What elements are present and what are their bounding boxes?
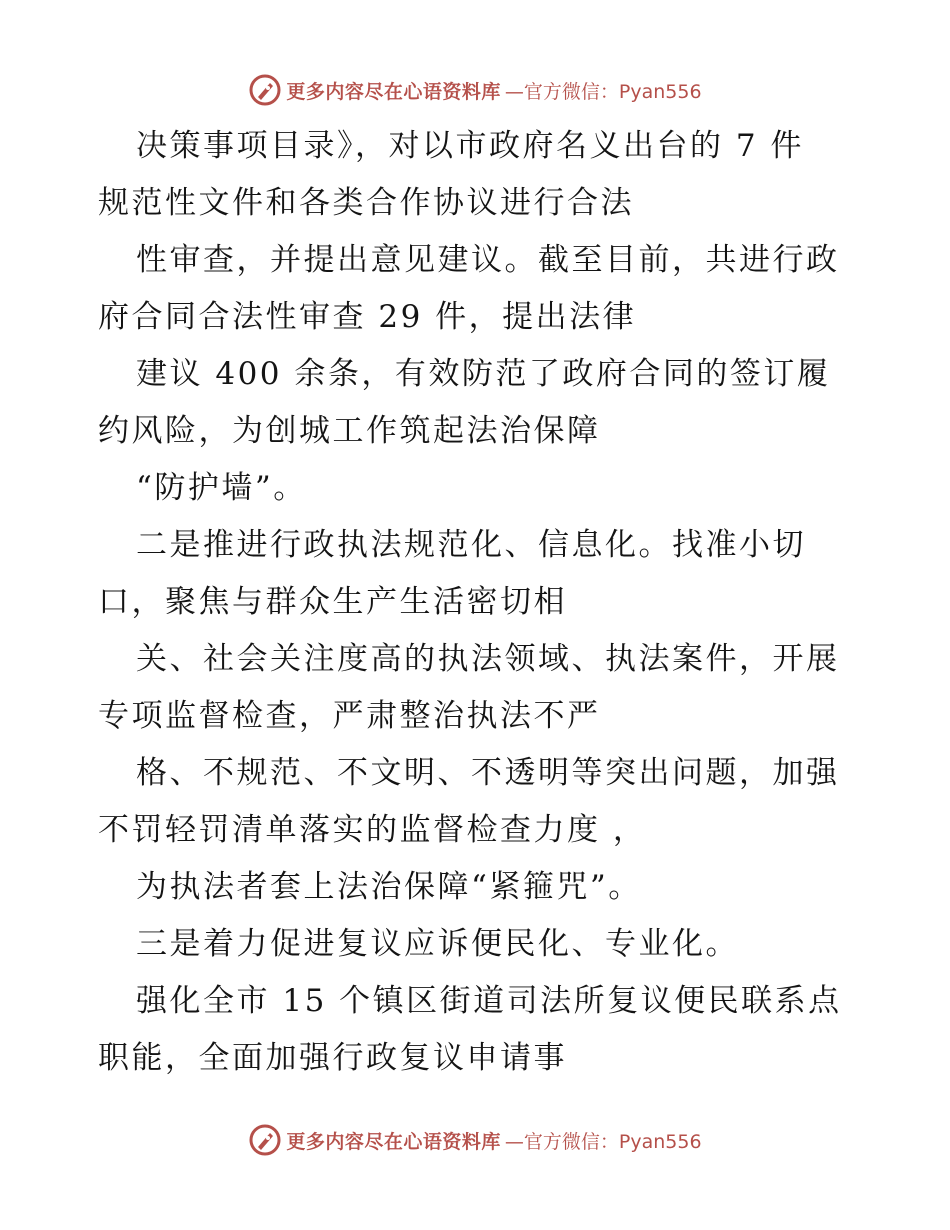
text-line-17: 职能，全面加强行政复议申请事 bbox=[98, 1040, 567, 1076]
text-line-6: 约风险，为创城工作筑起法治保障 bbox=[98, 413, 601, 449]
text-line-16: 强化全市 15 个镇区街道司法所复议便民联系点 bbox=[136, 983, 842, 1019]
text-line-4: 府合同合法性审查 29 件，提出法律 bbox=[98, 299, 637, 335]
text-line-9: 口，聚焦与群众生产生活密切相 bbox=[98, 584, 567, 620]
header-watermark bbox=[0, 70, 950, 110]
text-line-3: 性审查，并提出意见建议。截至目前，共进行政 bbox=[136, 242, 840, 278]
header-watermark-wechat: —官方微信：Pyan556 bbox=[504, 80, 702, 103]
text-line-10: 关、社会关注度高的执法领域、执法案件，开展 bbox=[136, 641, 840, 677]
text-line-15: 三是着力促进复议应诉便民化、专业化。 bbox=[136, 926, 739, 962]
text-line-12: 格、不规范、不文明、不透明等突出问题，加强 bbox=[136, 755, 840, 791]
text-line-1: 决策事项目录》，对以市政府名义出台的 7 件 bbox=[136, 128, 804, 164]
text-line-2: 规范性文件和各类合作协议进行合法 bbox=[98, 185, 634, 221]
document-body bbox=[98, 118, 858, 1087]
text-line-13: 不罚轻罚清单落实的监督检查力度 ， bbox=[98, 812, 647, 848]
text-line-8: 二是推进行政执法规范化、信息化。找准小切 bbox=[136, 527, 806, 563]
pen-nib-logo-icon bbox=[248, 73, 282, 107]
footer-watermark-text: 更多内容尽在心语资料库 bbox=[286, 1130, 501, 1153]
text-line-14: 为执法者套上法治保障“紧箍咒”。 bbox=[136, 869, 642, 905]
footer-watermark bbox=[0, 1120, 950, 1160]
header-watermark-text: 更多内容尽在心语资料库 bbox=[286, 80, 501, 103]
text-line-5: 建议 400 余条，有效防范了政府合同的签订履 bbox=[136, 356, 831, 392]
pen-nib-logo-icon bbox=[248, 1123, 282, 1157]
text-line-7: “防护墙”。 bbox=[136, 470, 307, 506]
footer-watermark-wechat: —官方微信：Pyan556 bbox=[504, 1130, 702, 1153]
text-line-11: 专项监督检查，严肃整治执法不严 bbox=[98, 698, 601, 734]
